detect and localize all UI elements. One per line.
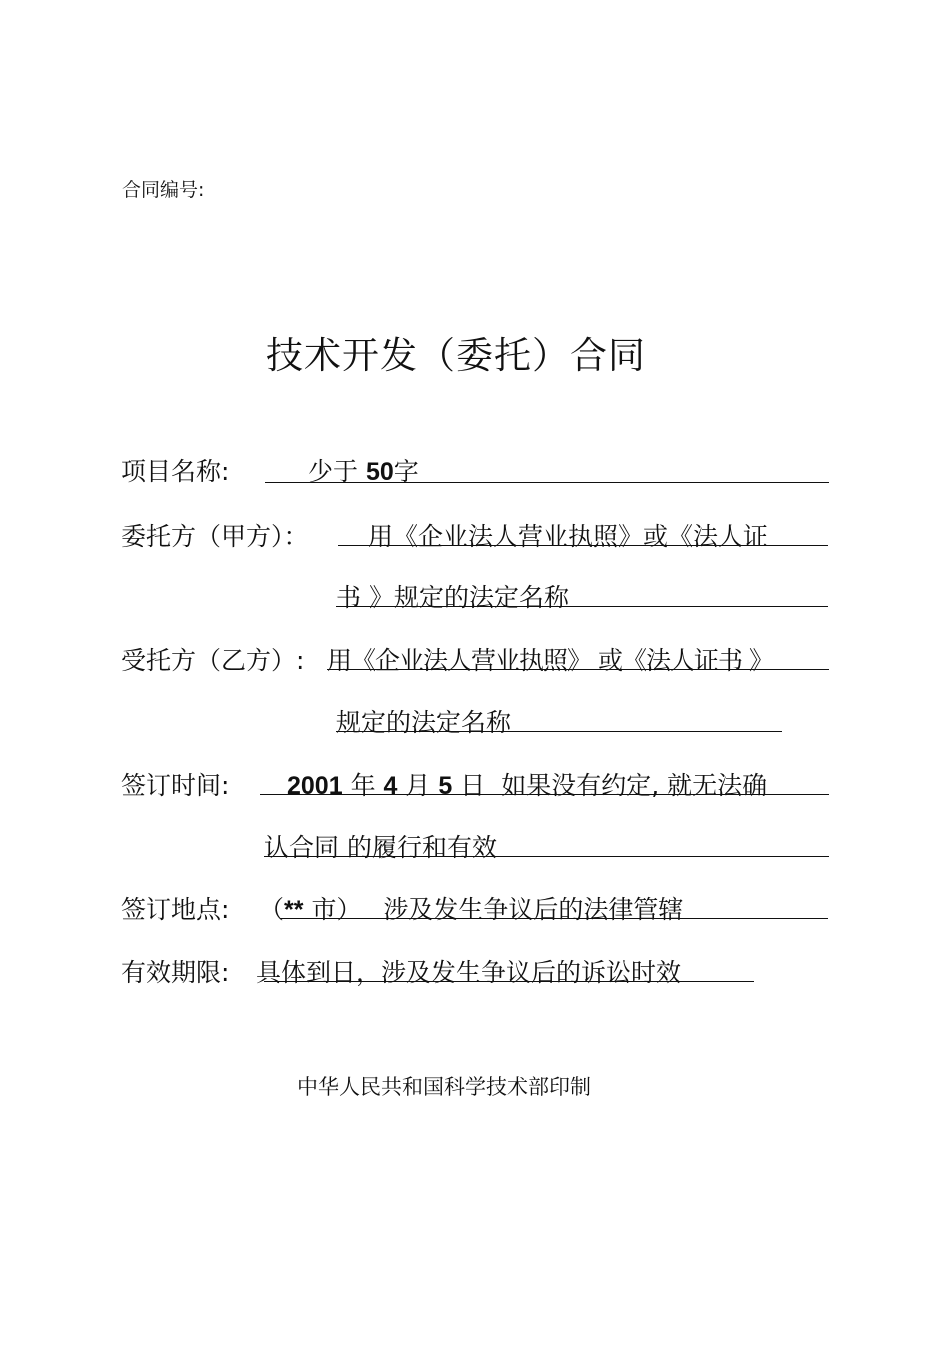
- project-name-number: 50: [365, 458, 394, 486]
- signing-time-note1: 如果没有约定, 就无法确: [501, 771, 768, 800]
- contract-number-label: 合同编号:: [122, 179, 205, 201]
- signing-place-note: 涉及发生争议后的法律管辖: [383, 895, 684, 924]
- project-name-label: 项目名称:: [121, 457, 230, 486]
- contractor-value-line1: 用《企业法人营业执照》 或《法人证书 》: [327, 646, 773, 675]
- signing-time-underline-2: [264, 856, 829, 857]
- signing-month: 4: [383, 772, 398, 800]
- contractor-value-line2: 规定的法定名称: [336, 708, 512, 737]
- signing-time-value-line1: [287, 766, 767, 802]
- client-value-line1: 用《企业法人营业执照》或《法人证: [368, 522, 769, 551]
- signing-month-unit: 月: [405, 771, 431, 800]
- signing-place-underline: [280, 918, 828, 919]
- signing-year-unit: 年: [350, 771, 376, 800]
- contractor-label: 受托方（乙方）:: [121, 646, 305, 675]
- client-underline-1: [338, 545, 828, 546]
- validity-label: 有效期限:: [121, 958, 230, 987]
- signing-place-stars: **: [284, 896, 304, 924]
- signing-time-note2: 认合同 的履行和有效: [264, 833, 497, 862]
- validity-underline: [264, 981, 754, 982]
- project-name-underline: [265, 482, 829, 483]
- signing-place-open-paren: （: [259, 895, 285, 924]
- client-value-line2: 书 》规定的法定名称: [336, 583, 569, 612]
- signing-day-unit: 日: [460, 771, 486, 800]
- client-underline-2: [336, 606, 828, 607]
- signing-place-value: [259, 890, 683, 926]
- signing-time-label: 签订时间:: [121, 771, 230, 800]
- validity-value: 具体到日，涉及发生争议后的诉讼时效: [256, 958, 682, 987]
- signing-day: 5: [438, 772, 453, 800]
- publisher-footer: 中华人民共和国科学技术部印制: [297, 1075, 591, 1099]
- contractor-underline-1: [327, 669, 829, 670]
- client-label: 委托方（甲方）：: [121, 522, 309, 551]
- project-name-prefix: 少于: [308, 457, 359, 486]
- signing-place-label: 签订地点:: [121, 895, 230, 924]
- signing-year: 2001: [287, 772, 343, 800]
- page-title: 技术开发（委托）合同: [266, 334, 646, 377]
- contractor-underline-2: [336, 731, 782, 732]
- signing-time-underline-1: [260, 794, 829, 795]
- signing-place-city: 市）: [311, 895, 362, 924]
- project-name-suffix: 字: [393, 457, 419, 486]
